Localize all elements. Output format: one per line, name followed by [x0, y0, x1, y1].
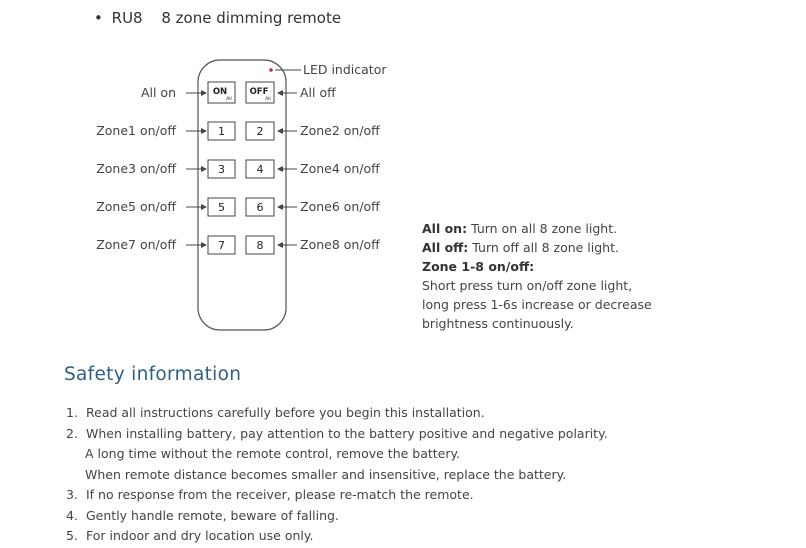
- zone-7-text: 7: [218, 239, 225, 252]
- title-bullet: •: [94, 9, 103, 27]
- zone-2-text: 2: [256, 125, 264, 138]
- zone-term: Zone 1-8 on/off:: [422, 259, 535, 274]
- function-description: [422, 219, 652, 333]
- zone3-label: Zone3 on/off: [96, 161, 176, 176]
- zone-line-3: brightness continuously.: [422, 316, 574, 331]
- zone5-label: Zone5 on/off: [96, 199, 176, 214]
- all-on-term: All on:: [422, 221, 468, 236]
- zone4-label: Zone4 on/off: [300, 161, 380, 176]
- safety-list: [66, 403, 608, 547]
- button-on-text: ON: [212, 87, 228, 97]
- all-off-label: All off: [300, 85, 336, 100]
- button-off-text: OFF: [249, 87, 269, 97]
- zone7-label: Zone7 on/off: [96, 237, 176, 252]
- zone8-label: Zone8 on/off: [300, 237, 380, 252]
- safety-item: 5. For indoor and dry location use only.: [66, 528, 314, 543]
- all-on-description: [422, 219, 652, 238]
- all-off-term: All off:: [422, 240, 469, 255]
- safety-heading: Safety information: [64, 364, 242, 385]
- zone-line-1: Short press turn on/off zone light,: [422, 278, 633, 293]
- safety-item: 2. When installing battery, pay attention to the battery positive and negative polarity.: [66, 425, 608, 441]
- safety-item-continuation: When remote distance becomes smaller and insensitive, replace the battery.: [85, 466, 567, 482]
- zone-8-text: 8: [256, 239, 264, 252]
- safety-item-continuation: A long time without the remote control, remove the battery.: [85, 446, 461, 461]
- all-off-text: Turn off all 8 zone light.: [472, 240, 619, 255]
- model-number: RU8: [111, 9, 143, 27]
- button-off-sub: All: [265, 97, 271, 102]
- zone-4-text: 4: [256, 163, 264, 176]
- safety-item: 1. Read all instructions carefully before you begin this installation.: [66, 405, 485, 420]
- led-indicator: [269, 68, 273, 72]
- all-off-description: [422, 238, 652, 257]
- zone2-label: Zone2 on/off: [300, 123, 380, 138]
- led-indicator-label: LED indicator: [303, 62, 387, 77]
- zone1-label: Zone1 on/off: [96, 123, 176, 138]
- zone-5-text: 5: [218, 201, 225, 214]
- all-on-label: All on: [140, 85, 176, 100]
- safety-item: 4. Gently handle remote, beware of falling.: [66, 507, 339, 523]
- button-on-sub: All: [226, 97, 232, 102]
- product-name: 8 zone dimming remote: [161, 9, 342, 27]
- zone-3-text: 3: [218, 163, 225, 176]
- zone-line-2: long press 1-6s increase or decrease: [422, 297, 652, 312]
- all-on-text: Turn on all 8 zone light.: [471, 221, 618, 236]
- zone6-label: Zone6 on/off: [300, 199, 380, 214]
- zone-1-text: 1: [218, 125, 225, 138]
- zone-6-text: 6: [256, 201, 264, 214]
- safety-item: 3. If no response from the receiver, please re-match the remote.: [66, 487, 474, 502]
